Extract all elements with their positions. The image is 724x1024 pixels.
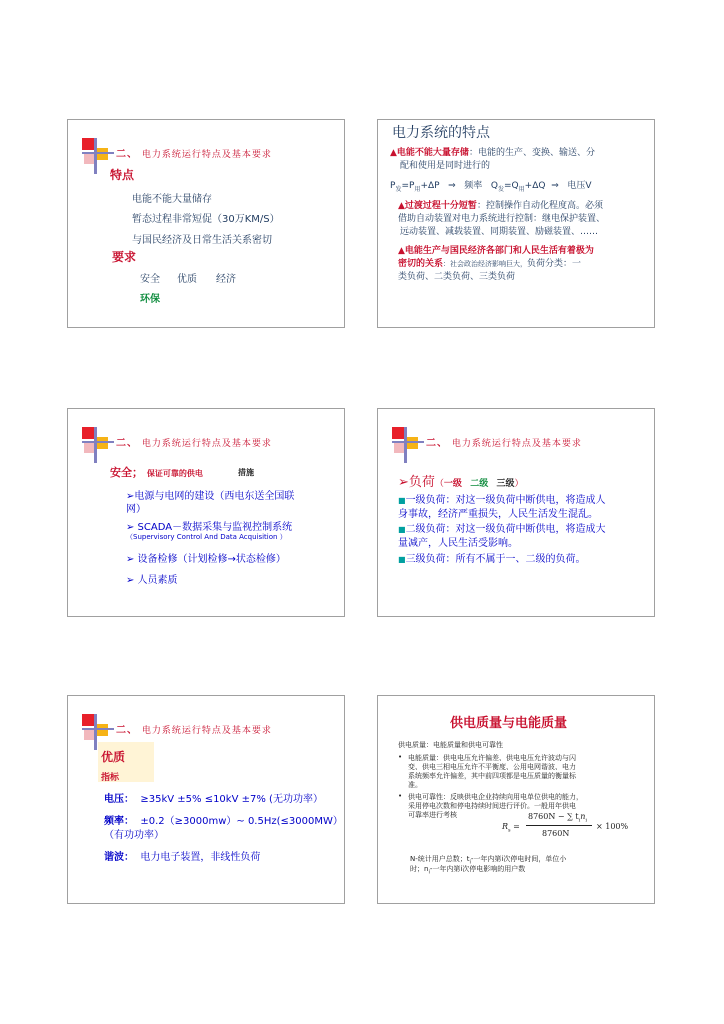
paragraph-2-line2: 借助自动装置对电力系统进行控制：继电保护装置、: [398, 214, 606, 224]
requirement-item: 环保: [140, 294, 160, 305]
requirement-item: 优质: [177, 274, 197, 285]
slide-header: 二、 电力系统运行特点及基本要求: [116, 725, 272, 736]
slide-title: 电力系统的特点: [392, 125, 490, 141]
features-heading: 特点: [110, 168, 135, 182]
measure-item: ➢ 人员素质: [126, 575, 178, 586]
power-quality-text: 系统频率允许偏差，其中前四项都是电压质量的衡量标: [408, 772, 576, 780]
slide-2: [377, 119, 655, 328]
paragraph-3-line2: 密切的关系：社会政治经济影响巨大，负荷分类：一: [398, 259, 582, 269]
frequency-line: 频率： ±0.2（≥3000mw）~ 0.5Hz(≤3000MW）: [104, 816, 343, 827]
power-quality-text: 变、供电三相电压允许不平衡度、公用电网谐波、电力: [408, 763, 576, 771]
paragraph-2: ▲过渡过程十分短暂：控制操作自动化程度高。必须: [398, 201, 603, 211]
slide-5: [67, 695, 345, 904]
paragraph-3-line3: 类负荷、二类负荷、三类负荷: [398, 272, 516, 282]
measure-item: ➢ 设备检修（计划检修→状态检修）: [126, 554, 286, 565]
measure-item-cont: 网）: [126, 504, 146, 515]
logo-icon: [82, 427, 114, 463]
feature-item: 电能不能大量储存: [132, 194, 212, 205]
load-heading: ➢负荷（一级 二级 三级）: [398, 475, 524, 490]
reliability-text: 采用停电次数和停电持续时间进行评价。一般用年供电: [408, 802, 576, 810]
slide-header: 二、 电力系统运行特点及基本要求: [426, 438, 582, 449]
slide-4: [377, 408, 655, 617]
power-equation: $P_发=P_用+\Delta P$ ⇒ 频率 $Q_发=Q_用+\Delta Q$ ⇒ 电压V: [390, 181, 592, 193]
feature-item: 与国民经济及日常生活关系密切: [132, 235, 272, 246]
safety-heading: 安全； 保证可靠的供电: [110, 466, 203, 479]
slide-3: [67, 408, 345, 617]
requirement-item: 安全: [140, 274, 160, 285]
load-class-1: ■一级负荷：对这一级负荷中断供电，将造成人: [398, 495, 606, 506]
bullet-dot: •: [398, 753, 403, 761]
load-class-1-cont: 身事故，经济严重损失，人民生活发生混乱。: [398, 509, 598, 520]
slide-1: [67, 119, 345, 328]
frequency-note: （有功功率）: [104, 830, 164, 841]
measure-item: ➢电源与电网的建设（西电东送全国联: [126, 491, 295, 502]
load-class-2: ■二级负荷：对这一级负荷中断供电，将造成大: [398, 524, 606, 535]
measures-label: 措施: [238, 468, 254, 477]
load-class-3: ■三级负荷：所有不属于一、二级的负荷。: [398, 554, 586, 565]
bullet-dot: •: [398, 792, 403, 800]
feature-item: 暂态过程非常短促（30万KM/S）: [132, 214, 280, 225]
paragraph-2-line3: 远动装置、减载装置、同期装置、励磁装置、……: [400, 227, 599, 237]
power-quality-text: 准。: [408, 781, 422, 789]
measure-item: ➢ SCADA－数据采集与监视控制系统: [126, 522, 293, 533]
harmonic-line: 谐波： 电力电子装置，非线性负荷: [104, 852, 261, 863]
reliability-text: 可靠率进行考核: [408, 811, 457, 819]
logo-icon: [392, 427, 424, 463]
paragraph-1: ▲电能不能大量存储：电能的生产、变换、输送、分: [390, 148, 595, 158]
reliability-text: 供电可靠性：反映供电企业持续向用电单位供电的能力，: [408, 793, 583, 801]
slide-title: 供电质量与电能质量: [450, 716, 568, 731]
reliability-formula: $R_s$ = 8760N − ∑ $t_in_i$ 8760N × 100%: [502, 812, 629, 838]
index-label: 指标: [101, 773, 120, 783]
intro-line: 供电质量：电能质量和供电可靠性: [398, 741, 503, 749]
load-class-2-cont: 量减产，人民生活受影响。: [398, 538, 518, 549]
notation-line: 时；$n_i-$一年内第i次停电影响的用户数: [410, 865, 526, 876]
quality-heading: 优质: [101, 750, 126, 764]
paragraph-1-line2: 配和使用是同时进行的: [400, 161, 491, 171]
paragraph-3: ▲电能生产与国民经济各部门和人民生活有着极为: [398, 246, 594, 256]
power-quality-text: 电能质量：供电电压允许偏差、供电电压允许波动与闪: [408, 754, 576, 762]
measure-note: （Supervisory Control And Data Acquisition ）: [126, 533, 287, 541]
requirements-heading: 要求: [112, 250, 137, 264]
notation-line: N-统计用户总数；$t_i-$一年内第i次停电时间，单位小: [410, 855, 567, 866]
voltage-line: 电压： ≥35kV ±5% ≤10kV ±7% (无功功率）: [104, 794, 323, 805]
slide-header: 二、 电力系统运行特点及基本要求: [116, 438, 272, 449]
requirement-item: 经济: [216, 274, 236, 285]
slide-6: [377, 695, 655, 904]
slide-header: 二、 电力系统运行特点及基本要求: [116, 149, 272, 160]
